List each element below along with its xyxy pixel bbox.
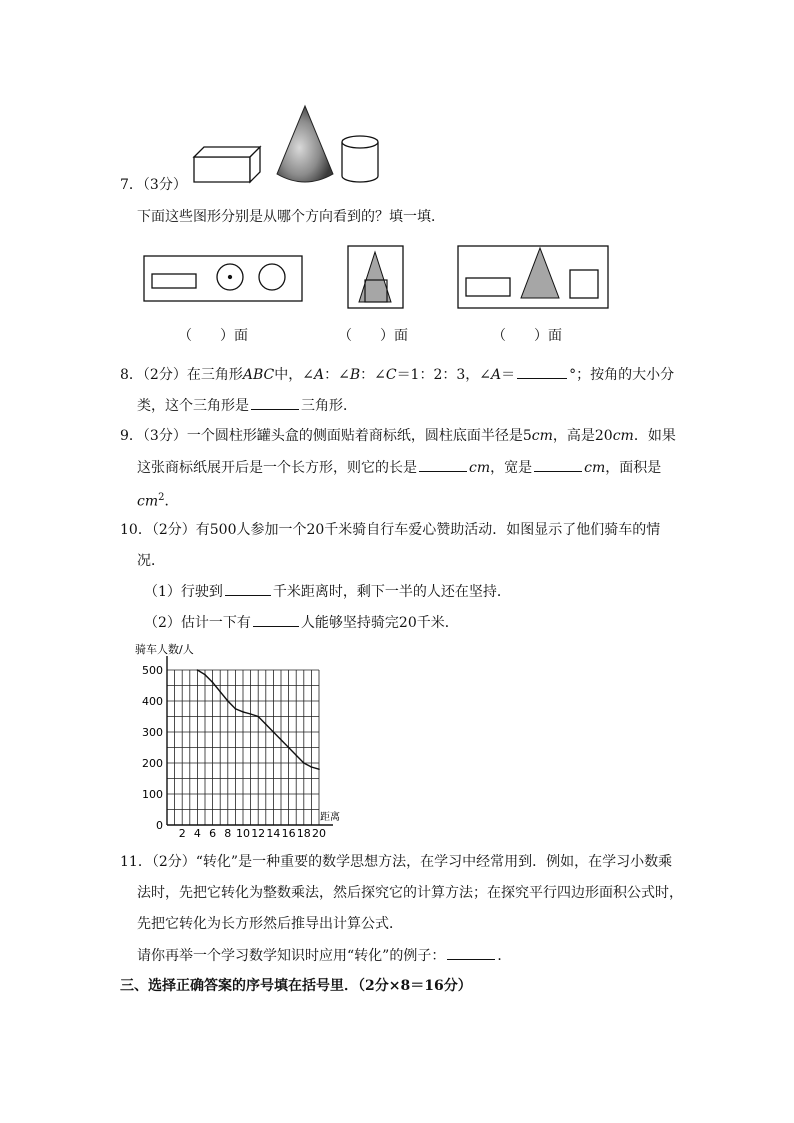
y-tick-label: 0	[156, 819, 163, 832]
q9-line-1: 9．（3分）一个圆柱形罐头盒的侧面贴着商标纸，圆柱底面半径是5cm，高是20cm．如果	[120, 428, 676, 444]
x-tick-label: 8	[224, 827, 232, 840]
x-tick-label: 14	[266, 827, 281, 840]
q10-sub-2: （2）估计一下有 人能够坚持骑完20千米．	[144, 612, 459, 633]
chart-grid	[167, 670, 319, 825]
q9-line-3: $cm^2$．	[137, 492, 179, 510]
y-tick-label: 300	[142, 726, 163, 739]
q8-blank-angle[interactable]	[517, 364, 567, 379]
chart-x-label: 距离	[320, 812, 340, 823]
q10-score: （2分）	[151, 522, 196, 538]
x-tick-label: 10	[236, 827, 250, 840]
data-point	[280, 739, 282, 741]
q7-answer-2[interactable]: （ ）面	[338, 328, 408, 344]
q11-line-3: 先把它转化为长方形然后推导出计算公式．	[137, 916, 403, 932]
q7-answer-1[interactable]: （ ）面	[178, 328, 248, 344]
q8-score: （2分）	[142, 367, 187, 383]
q11-blank-example[interactable]	[447, 945, 495, 960]
data-point	[295, 754, 297, 756]
q11-score: （2分）	[151, 854, 196, 870]
q10-blank-people[interactable]	[253, 612, 299, 627]
data-point	[273, 731, 275, 733]
q10-line-2: 况．	[137, 553, 165, 569]
q10-sub-1: （1）行驶到 千米距离时，剩下一半的人还在坚持．	[144, 581, 511, 602]
chart-y-ticks	[142, 664, 163, 832]
section-3-title: 三、选择正确答案的序号填在括号里．（2分×8＝16分）	[120, 978, 472, 994]
q10-number: 10．	[120, 522, 152, 538]
q9-score: （3分）	[142, 428, 187, 444]
q8-line-1: 8．（2分）在三角形ABC中，∠A：∠B：∠C＝1：2：3，∠A＝ °；按角的大小分	[120, 364, 674, 385]
q11-line-2: 法时，先把它转化为整数乘法，然后探究它的计算方法；在探究平行四边形面积公式时，	[137, 885, 683, 901]
data-point	[227, 700, 229, 702]
riders-distance-chart	[135, 640, 355, 840]
y-tick-label: 500	[142, 664, 163, 677]
x-tick-label: 12	[251, 827, 266, 840]
x-tick-label: 20	[312, 827, 326, 840]
view-front	[144, 256, 302, 301]
y-tick-label: 200	[142, 757, 163, 770]
data-point	[250, 713, 252, 715]
q8-number: 8．	[120, 367, 143, 383]
y-tick-label: 100	[142, 788, 163, 801]
q7-answer-3[interactable]: （ ）面	[492, 328, 562, 344]
y-tick-label: 400	[142, 695, 163, 708]
x-tick-label: 4	[193, 827, 201, 840]
data-point	[204, 674, 206, 676]
x-tick-label: 18	[296, 827, 311, 840]
q9-blank-width[interactable]	[534, 457, 582, 472]
data-point	[197, 669, 199, 671]
q11-number: 11．	[120, 854, 152, 870]
chart-axes	[167, 656, 333, 825]
q11-line-4: 请你再举一个学习数学知识时应用“转化”的例子： ．	[137, 945, 511, 966]
q7-number: 7．	[120, 177, 143, 193]
data-point	[212, 682, 214, 684]
q9-blank-length[interactable]	[419, 457, 467, 472]
data-point	[235, 708, 237, 710]
data-point	[311, 766, 313, 768]
data-point	[219, 691, 221, 693]
cuboid-figure	[194, 147, 260, 182]
data-point	[257, 716, 259, 718]
q11-line-1: 11．（2分）“转化”是一种重要的数学思想方法，在学习中经常用到．例如，在学习小数乘	[120, 854, 673, 870]
data-point	[288, 747, 290, 749]
q7-instruction: 下面这些图形分别是从哪个方向看到的？填一填．	[137, 209, 445, 225]
data-point	[318, 768, 320, 770]
cylinder-figure	[342, 136, 378, 182]
view-side	[348, 246, 403, 308]
data-point	[265, 723, 267, 725]
q10-blank-distance[interactable]	[225, 581, 271, 596]
q7-header	[120, 175, 187, 195]
chart-x-ticks	[179, 827, 326, 840]
q9-number: 9．	[120, 428, 143, 444]
data-point	[303, 762, 305, 764]
q10-line-1: 10．（2分）有500人参加一个20千米骑自行车爱心赞助活动．如图显示了他们骑车的情	[120, 522, 661, 538]
views-illustration	[138, 240, 613, 315]
q7-score: （3分）	[142, 177, 187, 193]
chart-y-label: 骑车人数/人	[135, 643, 194, 656]
q9-line-2: 这张商标纸展开后是一个长方形，则它的长是 cm，宽是 cm，面积是	[137, 457, 661, 478]
solid-figures-illustration	[190, 100, 390, 190]
cone-figure	[277, 106, 333, 182]
view-top	[458, 246, 608, 308]
x-tick-label: 6	[209, 827, 217, 840]
x-tick-label: 2	[178, 827, 186, 840]
data-point	[242, 711, 244, 713]
q8-blank-type[interactable]	[251, 395, 299, 410]
q8-line-2: 类，这个三角形是 三角形．	[137, 395, 357, 416]
x-tick-label: 16	[281, 827, 296, 840]
